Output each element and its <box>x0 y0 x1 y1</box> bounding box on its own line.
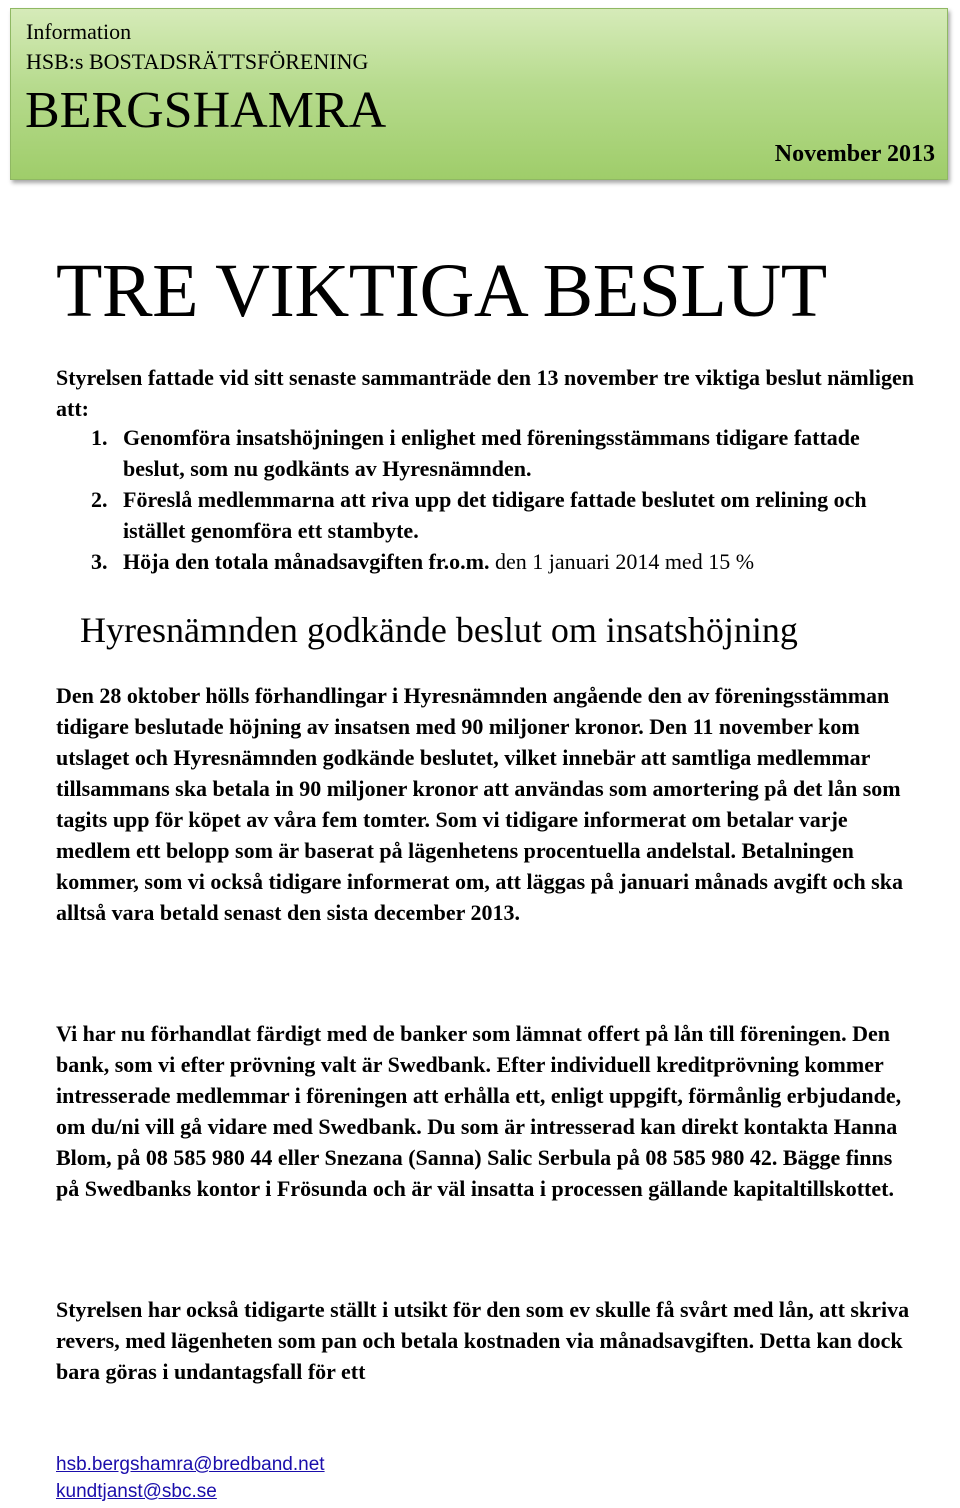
header-date: November 2013 <box>774 141 935 167</box>
list-item-text: Föreslå medlemmarna att riva upp det tidigare fattade beslutet om relining och istället genomföra ett stambyte. <box>123 487 867 543</box>
email-link-sbc[interactable]: kundtjanst@sbc.se <box>56 1481 217 1502</box>
paragraph-swedbank: Vi har nu förhandlat färdigt med de banker som lämnat offert på lån till föreningen. Den bank, som vi efter prövning valt är Swedbank. Efter individuell kreditprövning kommer intresserade medlemmar i föreningen att erhålla ett, enligt uppgift, förmånlig erbjudande, om du/ni vill gå vidare med Swedbank. Du som är intresserad kan direkt kontakta Hanna Blom, på 08 585 980 44 eller Snezana (Sanna) Salic Serbula på 08 585 980 42. Bägge finns på Swedbanks kontor i Frösunda och är väl insatta i processen gällande kapitaltillskottet. <box>56 1021 902 1201</box>
list-item-number: 1. <box>91 425 108 450</box>
list-item-text-tail: den 1 januari 2014 med 15 % <box>489 549 755 574</box>
page-title: TRE VIKTIGA BESLUT <box>56 249 827 333</box>
list-item-text: Genomföra insatshöjningen i enlighet med föreningsstämmans tidigare fattade beslut, som nu godkänts av Hyresnämnden. <box>123 425 860 481</box>
intro-text: Styrelsen fattade vid sitt senaste sammanträde den 13 november tre viktiga beslut nämligen att: <box>56 365 914 421</box>
header-organization: HSB:s BOSTADSRÄTTSFÖRENING <box>26 49 369 74</box>
decision-list <box>56 422 916 577</box>
paragraph-insatshojning: Den 28 oktober hölls förhandlingar i Hyresnämnden angående den av föreningsstämman tidigare beslutade höjning av insatsen med 90 miljoner kronor. Den 11 november kom utslaget och Hyresnämnden godkände beslutet, vilket innebär att samtliga medlemmar tillsammans ska betala in 90 miljoner kronor att användas som amortering på det lån som tagits upp för köpet av våra fem tomter. Som vi tidigare informerat om betalar varje medlem ett belopp som är baserat på lägenhetens procentuella andelstal. Betalningen kommer, som vi också tidigare informerat om, att läggas på januari månads avgift och ska alltså vara betald senast den sista december 2013. <box>56 683 903 925</box>
email-link-hsb[interactable]: hsb.bergshamra@bredband.net <box>56 1454 325 1475</box>
footer-contacts <box>56 1451 325 1505</box>
list-item-number: 3. <box>91 549 108 574</box>
header-label: Information <box>26 19 132 44</box>
list-item-number: 2. <box>91 487 108 512</box>
list-item <box>56 546 916 577</box>
paragraph-revers: Styrelsen har också tidigarte ställt i utsikt för den som ev skulle få svårt med lån, att skriva revers, med lägenheten som pan och betala kostnaden via månadsavgiften. Detta kan dock bara göras i undantagsfall för ett <box>56 1297 910 1384</box>
section-heading: Hyresnämnden godkände beslut om insatshöjning <box>80 610 798 650</box>
list-item <box>56 422 916 484</box>
header-title: BERGSHAMRA <box>25 82 387 139</box>
list-item-text: Höja den totala månadsavgiften fr.o.m. <box>123 549 490 574</box>
list-item <box>56 484 916 546</box>
newsletter-header <box>10 8 948 180</box>
